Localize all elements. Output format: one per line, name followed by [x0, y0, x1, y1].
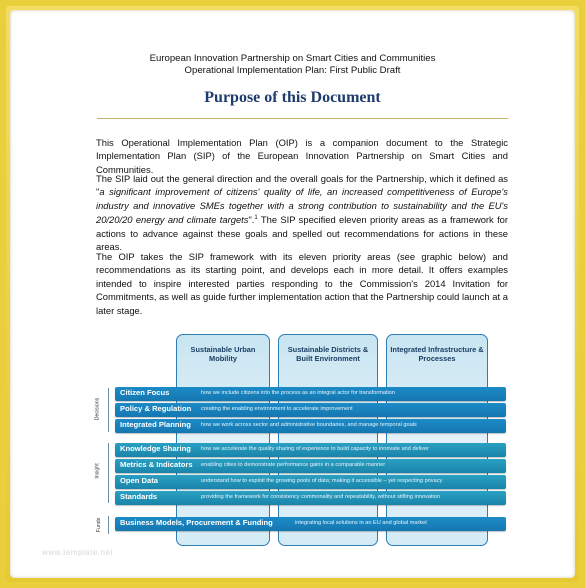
paragraph-text: ". — [248, 214, 255, 226]
paragraph-intro: This Operational Implementation Plan (OIP) is a companion document to the Strategic Implementation Plan (SIP) of the European Innovation Partnership on Smart Cities and Communities. — [96, 137, 508, 175]
row-label: Metrics & Indicators — [120, 460, 193, 469]
category-label: Insight — [94, 463, 101, 479]
row-standards — [115, 491, 506, 505]
column-title: Integrated Infrastructure & Processes — [390, 345, 484, 364]
page-title: Purpose of this Document — [204, 89, 381, 106]
row-label: Business Models, Procurement & Funding — [120, 518, 273, 527]
row-integrated-planning — [115, 419, 506, 433]
title-divider — [97, 118, 508, 119]
row-description: how we work across sector and administrative boundaries, and manage temporal goals — [201, 422, 417, 428]
row-description: providing the framework for consistency commonality and repeatability, without stifling innovation — [201, 494, 440, 500]
header-line-1: European Innovation Partnership on Smart Cities and Communities — [149, 53, 436, 64]
row-description: integrating local solutions in an EU and global market — [295, 520, 427, 526]
row-label: Policy & Regulation — [120, 404, 192, 413]
category-bracket — [108, 388, 109, 432]
row-policy-regulation — [115, 403, 506, 417]
category-bracket — [108, 443, 109, 503]
row-description: how we include citizens into the process as an integral actor for transformation — [201, 390, 396, 396]
column-infrastructure — [386, 334, 488, 546]
row-description: understand how to exploit the growing pools of data; making it accessible – yet respecting privacy — [201, 478, 443, 484]
quoted-goal: a significant improvement of citizens' quality of life, an increased competitiveness of Europe's industry and innovative SMEs together with a strong contribution to sustainability and the EU's 20/20/20 energy and climate targets — [96, 186, 508, 226]
row-label: Standards — [120, 492, 158, 501]
watermark: www.template.net — [42, 548, 114, 557]
category-label: Funds — [96, 517, 103, 533]
document-page — [10, 10, 575, 578]
paragraph-sip-goals — [96, 172, 508, 254]
row-label: Knowledge Sharing — [120, 444, 191, 453]
paragraph-oip: The OIP takes the SIP framework with its eleven priority areas (see graphic below) and recommendations as its starting point, and develops each in more detail. It offers examples intended to inspire interested parties responding to the Commission's 2014 Invitation for Commitments, as well as guide further implementation action that the Partnership could launch at a later stage. — [96, 251, 508, 316]
footnote-marker[interactable]: 1 — [254, 215, 258, 222]
column-title: Sustainable Districts & Built Environment — [287, 345, 369, 364]
category-bracket — [108, 516, 109, 534]
paragraph-text: The SIP specified eleven priority areas as a framework for actions to advance against these goals and spelled out recommendations for actions in these areas. — [96, 214, 509, 253]
row-open-data — [115, 475, 506, 489]
row-label: Integrated Planning — [120, 420, 191, 429]
row-knowledge-sharing — [115, 443, 506, 457]
row-description: enabling cities to demonstrate performance gains in a comparable manner — [201, 462, 386, 468]
category-label: Decisions — [94, 397, 101, 421]
column-districts — [278, 334, 378, 546]
row-label: Citizen Focus — [120, 388, 170, 397]
row-label: Open Data — [120, 476, 158, 485]
row-description: creating the enabling environment to accelerate improvement — [201, 406, 353, 412]
row-description: how we accelerate the quality sharing of experience to build capacity to innovate and deliver — [201, 446, 429, 452]
column-mobility — [176, 334, 270, 546]
header-line-2: Operational Implementation Plan: First Public Draft — [184, 65, 401, 76]
row-metrics-indicators — [115, 459, 506, 473]
paragraph-text: The SIP laid out the general direction and the overall goals for the Partnership, which it defined as " — [96, 173, 508, 198]
priority-areas-diagram — [96, 330, 506, 548]
row-business-models — [115, 517, 506, 531]
column-title: Sustainable Urban Mobility — [190, 345, 256, 364]
row-citizen-focus — [115, 387, 506, 401]
